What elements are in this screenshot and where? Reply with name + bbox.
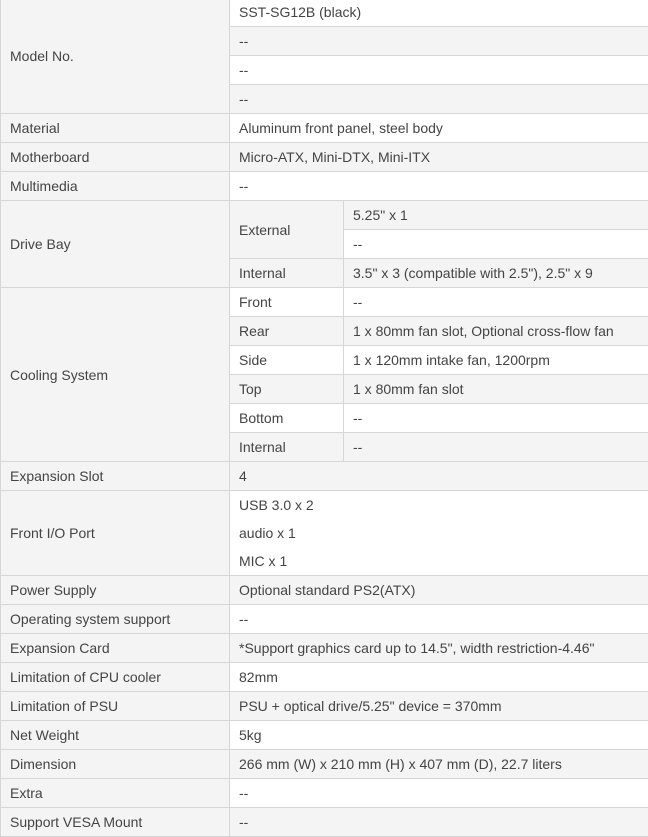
spec-label: Front I/O Port [1,491,230,576]
spec-value: SST-SG12B (black) [230,0,648,27]
spec-row-multimedia [1,172,648,201]
spec-row-drive-bay [1,201,648,230]
spec-label: Operating system support [1,605,230,634]
spec-value: -- [344,230,648,259]
spec-row-cpu-cooler [1,663,648,692]
spec-row-dimension [1,750,648,779]
spec-value: -- [230,605,648,634]
spec-value: audio x 1 [230,519,648,547]
spec-label: Multimedia [1,172,230,201]
spec-label: Net Weight [1,721,230,750]
spec-value: MIC x 1 [230,547,648,576]
spec-row-extra [1,779,648,808]
spec-row-material [1,114,648,143]
spec-row-cooling [1,288,648,317]
spec-value: 5.25" x 1 [344,201,648,230]
spec-label: Model No. [1,0,230,114]
spec-value: 1 x 80mm fan slot, Optional cross-flow fan [344,317,648,346]
spec-label: Extra [1,779,230,808]
spec-value: 3.5" x 3 (compatible with 2.5"), 2.5" x 9 [344,259,648,288]
spec-value: USB 3.0 x 2 [230,491,648,520]
spec-row-expansion-card [1,634,648,663]
spec-value: *Support graphics card up to 14.5", width restriction-4.46" [230,634,648,663]
spec-value: -- [230,56,648,85]
spec-value: Aluminum front panel, steel body [230,114,648,143]
spec-sublabel: Rear [230,317,344,346]
spec-sublabel: Side [230,346,344,375]
spec-sublabel: Internal [230,433,344,462]
spec-row-model [1,0,648,27]
spec-label: Cooling System [1,288,230,462]
spec-row-expansion-slot [1,462,648,491]
spec-value: -- [230,85,648,114]
spec-value: -- [344,288,648,317]
spec-sublabel: Top [230,375,344,404]
spec-row-power-supply [1,576,648,605]
spec-value: 4 [230,462,648,491]
spec-value: -- [230,172,648,201]
spec-value: -- [344,404,648,433]
spec-row-net-weight [1,721,648,750]
spec-value: 1 x 120mm intake fan, 1200rpm [344,346,648,375]
spec-label: Expansion Card [1,634,230,663]
spec-label: Drive Bay [1,201,230,288]
spec-sublabel: External [230,201,344,259]
spec-label: Motherboard [1,143,230,172]
spec-row-motherboard [1,143,648,172]
spec-label: Power Supply [1,576,230,605]
spec-value: -- [230,808,648,837]
spec-sublabel: Front [230,288,344,317]
spec-value: 82mm [230,663,648,692]
spec-label: Support VESA Mount [1,808,230,837]
spec-sublabel: Bottom [230,404,344,433]
spec-value: -- [344,433,648,462]
spec-value: 5kg [230,721,648,750]
spec-label: Limitation of PSU [1,692,230,721]
spec-value: PSU + optical drive/5.25" device = 370mm [230,692,648,721]
spec-row-front-io [1,491,648,520]
spec-value: 266 mm (W) x 210 mm (H) x 407 mm (D), 22.7 liters [230,750,648,779]
spec-label: Dimension [1,750,230,779]
spec-value: Optional standard PS2(ATX) [230,576,648,605]
spec-label: Expansion Slot [1,462,230,491]
spec-row-vesa [1,808,648,837]
spec-value: 1 x 80mm fan slot [344,375,648,404]
spec-row-os-support [1,605,648,634]
spec-value: -- [230,779,648,808]
spec-value: -- [230,27,648,56]
spec-row-psu-limit [1,692,648,721]
spec-sublabel: Internal [230,259,344,288]
spec-label: Limitation of CPU cooler [1,663,230,692]
spec-label: Material [1,114,230,143]
spec-value: Micro-ATX, Mini-DTX, Mini-ITX [230,143,648,172]
